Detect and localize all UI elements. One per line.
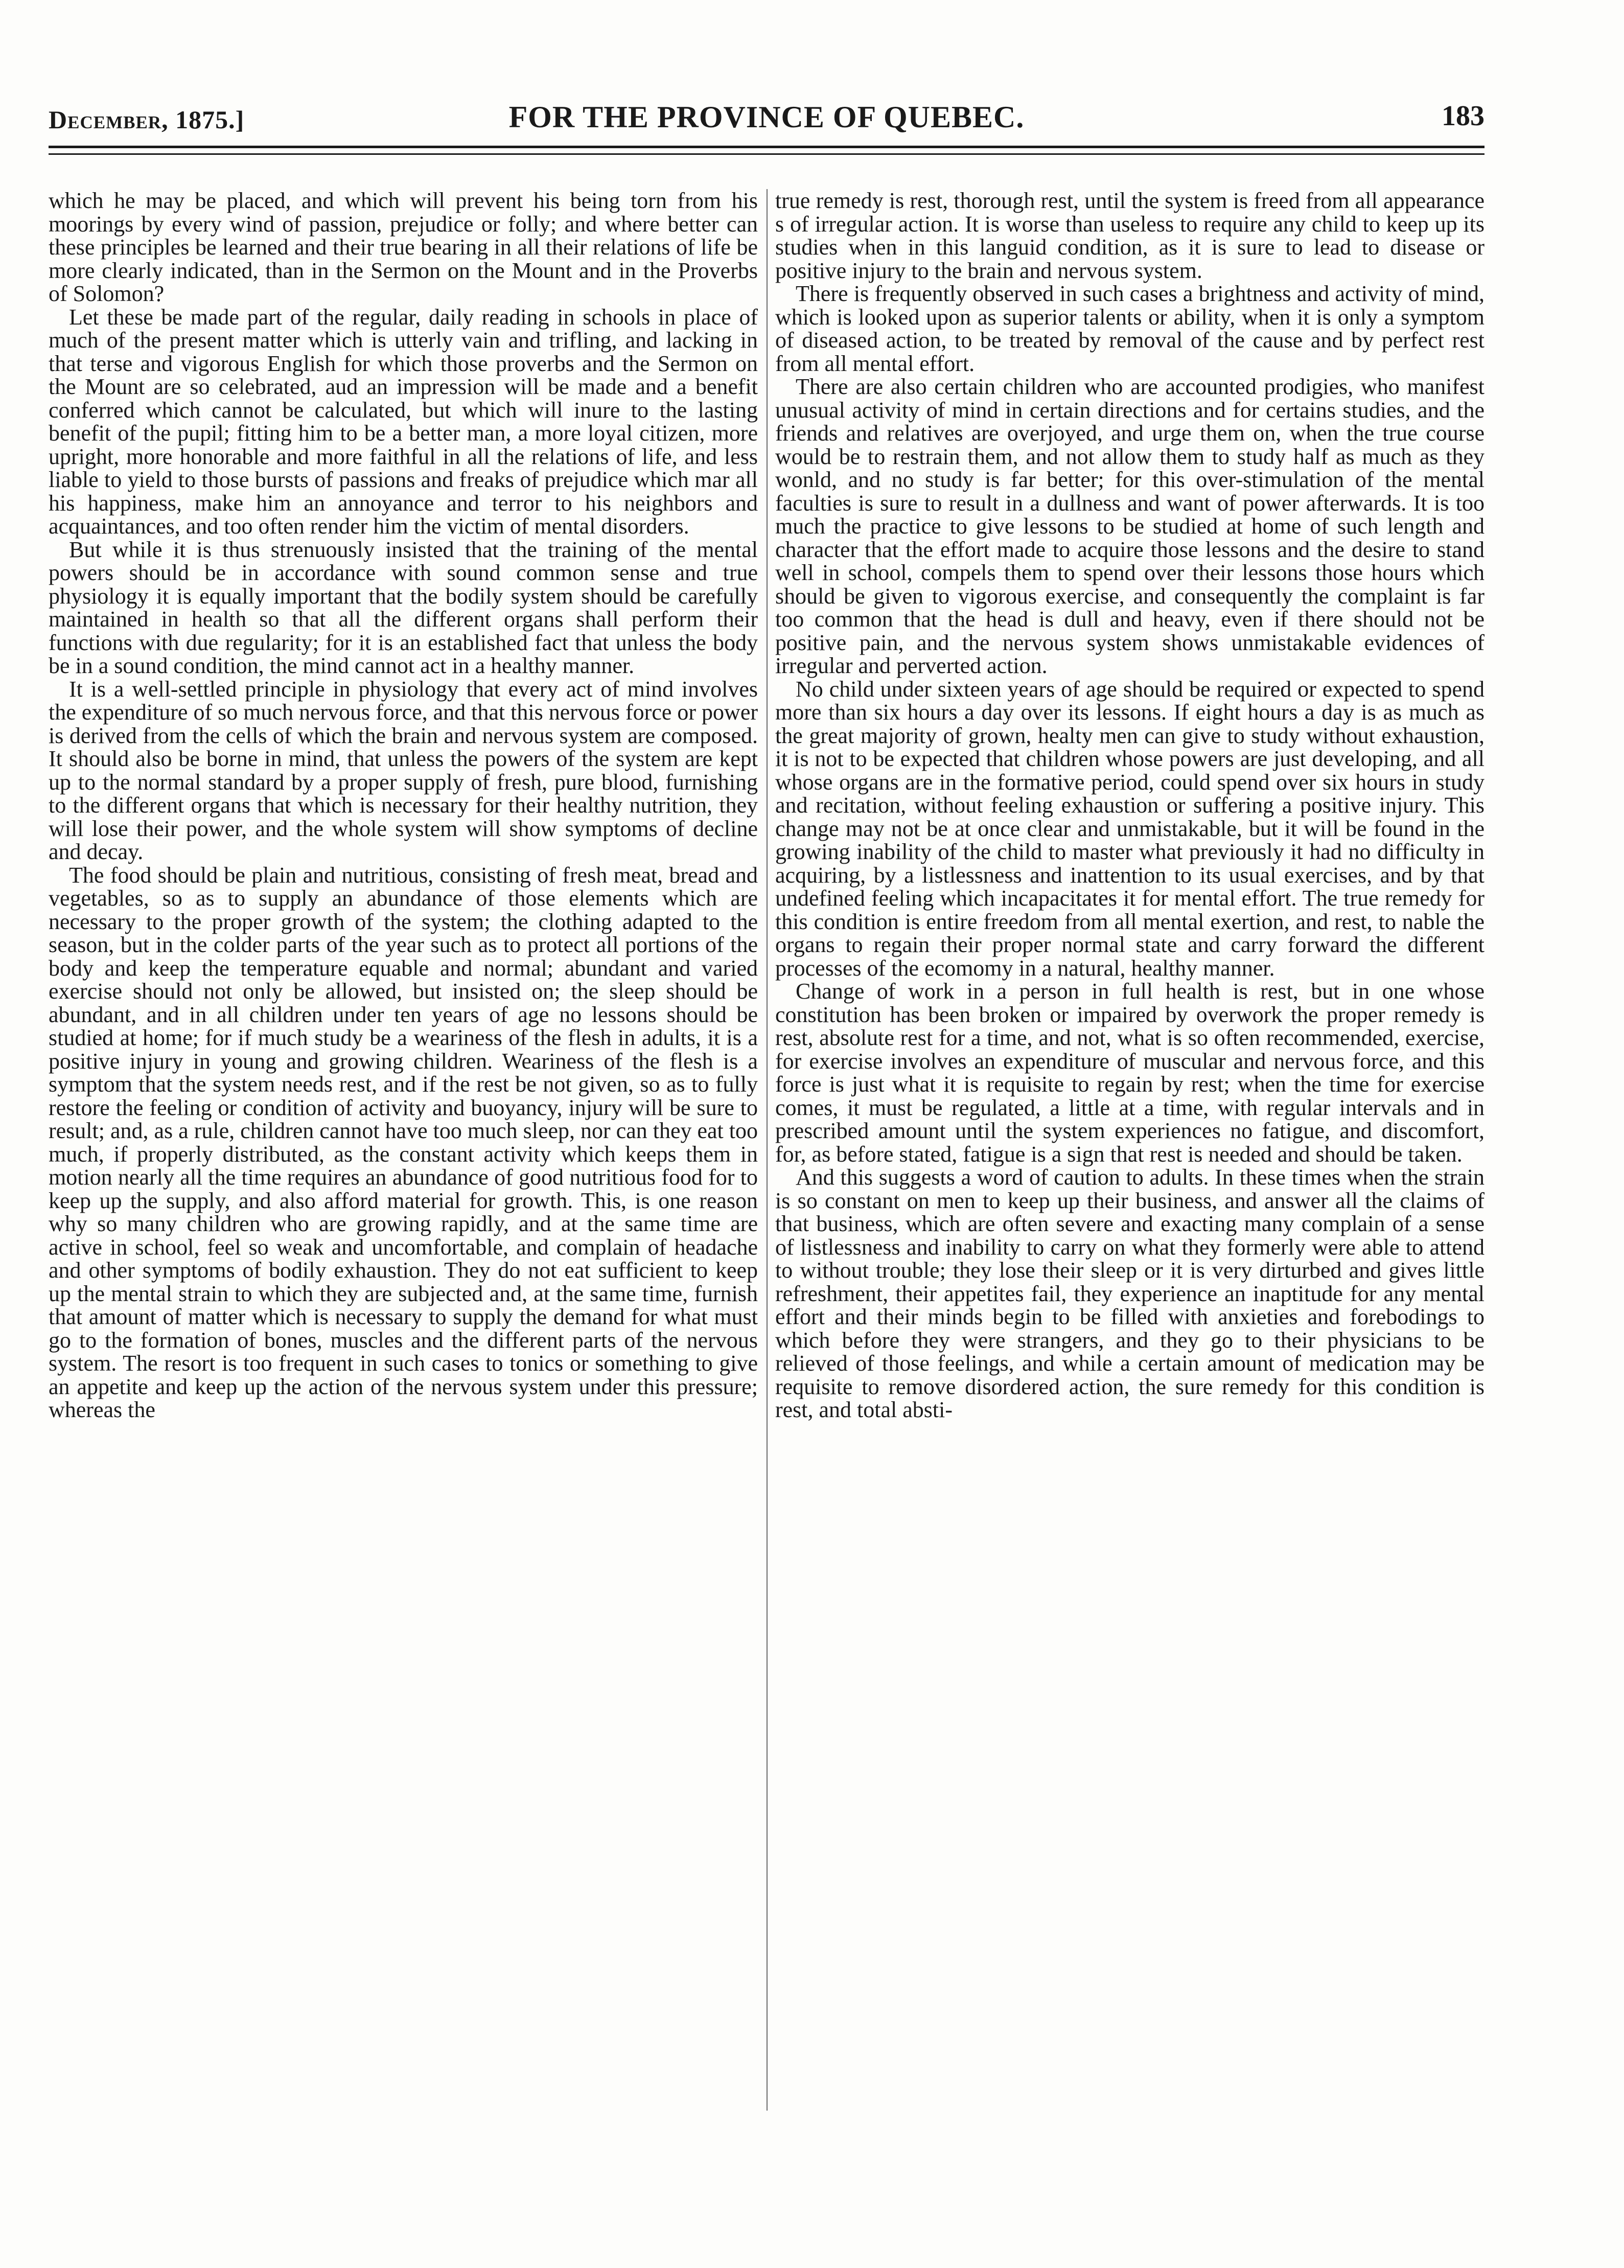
paragraph: true remedy is rest, thorough rest, until the system is freed from all appearance s of irregular action. It is worse than useless to require any child to keep up its studies when in this languid condition, as it is sure to lead to disease or positive injury to the brain and nervous system. (775, 189, 1484, 283)
header-title: FOR THE PROVINCE OF QUEBEC. (508, 100, 1025, 134)
paragraph: No child under sixteen years of age should be required or expected to spend more than six hours a day over its lessons. If eight hours a day is as much as the great majority of grown, healty men can give to study without exhaustion, it is not to be expected that children whose powers are just developing, and all whose organs are in the formative period, could spend over six hours in study and recitation, without feeling exhaustion or suffering a positive injury. This change may not be at once clear and unmistakable, but it will be found in the growing inability of the child to master what previously it had no difficulty in acquiring, by a listlessness and inattention to its usual exercises, and by that undefined feeling which incapacitates it for mental effort. The true remedy for this condition is entire freedom from all mental exertion, and rest, to nable the organs to regain their proper normal state and carry forward the different processes of the ecomomy in a natural, healthy manner. (775, 676, 1484, 981)
header-rule-bottom (49, 153, 1484, 155)
paragraph: There is frequently observed in such cases a brightness and activity of mind, which is looked upon as superior talents or ability, when it is only a symptom of diseased action, to be treated by removal of the cause and by perfect rest from all mental effort. (775, 281, 1484, 376)
paragraph: There are also certain children who are accounted prodigies, who manifest unusual activity of mind in certain directions and for certains studies, and the friends and relatives are overjoyed, and urge them on, when the true course would be to restrain them, and not allow them to study half as much as they wonld, and no study is far better; for this over-stimulation of the mental faculties is sure to result in a dullness and want of power afterwards. It is too much the practice to give lessons to be studied at home of such length and character that the effort made to acquire those lessons and the desire to stand well in school, compels them to spend over their lessons those hours which should be given to vigorous exercise, and consequently the complaint is far too common that the head is dull and heavy, even if there should not be positive pain, and the nervous system shows unmistakable evidences of irregular and perverted action. (775, 374, 1484, 678)
right-column (775, 189, 1484, 2121)
paragraph: Let these be made part of the regular, daily reading in schools in place of much of the present matter which is utterly vain and trifling, and lacking in that terse and vigorous English for which those proverbs and the Sermon on the Mount are so celebrated, aud an impression will be made and a benefit conferred which cannot be calculated, but which will inure to the lasting benefit of the pupil; fitting him to be a better man, a more loyal citizen, more upright, more honorable and more faithful in all the relations of life, and less liable to yield to those bursts of passions and freaks of prejudice which mar all his happiness, make him an annoyance and terror to his neighbors and acquaintances, and too often render him the victim of mental disorders. (49, 304, 758, 539)
page-number: 183 (1442, 100, 1484, 132)
paragraph: And this suggests a word of caution to adults. In these times when the strain is so constant on men to keep up their business, and answer all the claims of that business, which are often severe and exacting many complain of a sense of listlessness and inability to carry on what they formerly were able to attend to without trouble; they lose their sleep or it is very dirturbed and gives little refreshment, their appetites fail, they experience an inaptitude for any mental effort and their minds begin to be filled with anxieties and forebodings to which before they were strangers, and they go to their physicians to be relieved of those feelings, and while a certain amount of medication may be requisite to remove disordered action, the sure remedy for this condition is rest, and total absti- (775, 1165, 1484, 1422)
left-column (49, 189, 758, 2121)
paragraph: It is a well-settled principle in physiology that every act of mind involves the expenditure of so much nervous force, and that this nervous force or power is derived from the cells of which the brain and nervous system are composed. It should also be borne in mind, that unless the powers of the system are kept up to the normal standard by a proper supply of fresh, pure blood, furnishing to the different organs that which is necessary for their healthy nutrition, they will lose their power, and the whole system will show symptoms of decline and decay. (49, 676, 758, 864)
header-date: December, 1875.] (49, 105, 245, 134)
paragraph: which he may be placed, and which will prevent his being torn from his moorings by every wind of passion, prejudice or folly; and where better can these principles be learned and their true bearing in all their relations of life be more clearly indicated, than in the Sermon on the Mount and in the Proverbs of Solomon? (49, 189, 758, 306)
paragraph: Change of work in a person in full health is rest, but in one whose constitution has been broken or impaired by overwork the proper remedy is rest, absolute rest for a time, and not, what is so often recommended, exercise, for exercise involves an expenditure of muscular and nervous force, and this force is just what it is requisite to regain by rest; when the time for exercise comes, it must be regulated, a little at a time, with regular intervals and in prescribed amount until the system experiences no fatigue, and discomfort, for, as before stated, fatigue is a sign that rest is needed and should be taken. (775, 979, 1484, 1167)
paragraph: But while it is thus strenuously insisted that the training of the mental powers should be in accordance with sound common sense and true physiology it is equally important that the bodily system should be carefully maintained in health so that all the different organs shall perform their functions with due regularity; for it is an established fact that unless the body be in a sound condition, the mind cannot act in a healthy manner. (49, 537, 758, 678)
running-head (49, 100, 1484, 135)
column-divider (767, 189, 768, 2111)
header-rule-top (49, 146, 1484, 148)
paragraph: The food should be plain and nutritious, consisting of fresh meat, bread and vegetables, so as to supply an abundance of those elements which are necessary to the proper growth of the system; the clothing adapted to the season, but in the colder parts of the year such as to protect all portions of the body and keep the temperature equable and normal; abundant and varied exercise should not only be allowed, but insisted on; the sleep should be abundant, and in all children under ten years of age no lessons should be studied at home; for if much study be a weariness of the flesh in adults, it is a positive injury in young and growing children. Weariness of the flesh is a symptom that the system needs rest, and if the rest be not given, so as to fully restore the feeling or condition of activity and buoyancy, injury will be sure to result; and, as a rule, children cannot have too much sleep, nor can they eat too much, if properly distributed, as the constant activity which keeps them in motion nearly all the time requires an abundance of good nutritious food for to keep up the supply, and also afford material for growth. This, is one reason why so many children who are growing rapidly, and at the same time are active in school, feel so weak and uncomfortable, and complain of headache and other symptoms of bodily exhaustion. They do not eat sufficient to keep up the mental strain to which they are subjected and, at the same time, furnish that amount of matter which is necessary to supply the demand for what must go to the formation of bones, muscles and the different parts of the nervous system. The resort is too frequent in such cases to tonics or something to give an appetite and keep up the action of the nervous system under this pressure; whereas the (49, 862, 758, 1422)
